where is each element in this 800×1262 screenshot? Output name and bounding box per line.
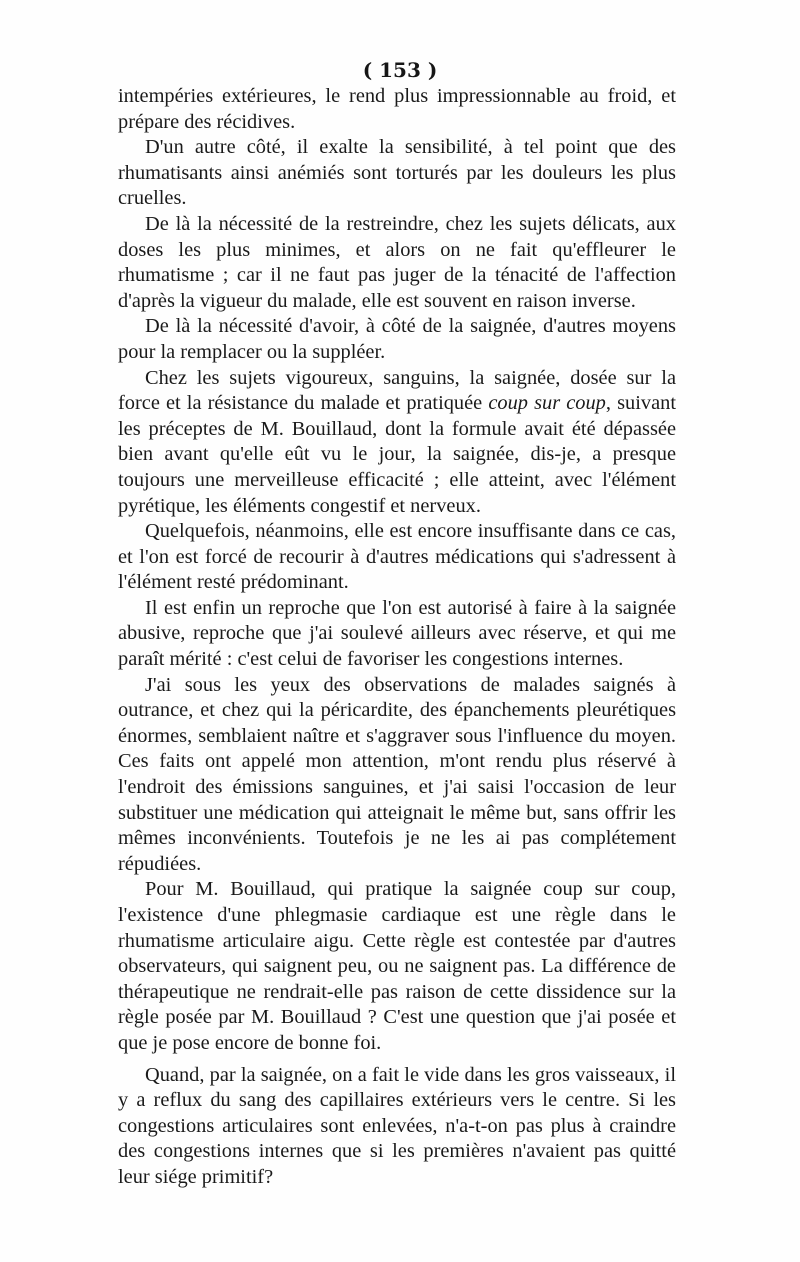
paragraph-part: Chez les sujets vigoureux, sanguins, la saignée, dosée sur la force et la résistance du malade et pratiquée xyxy=(118,366,676,415)
paragraph: Il est enfin un reproche que l'on est autorisé à faire à la saignée abusive, reproche que j'ai soulevé ailleurs avec réserve, et qui me paraît mérité : c'est celui de favoriser les congestions internes. xyxy=(118,596,676,671)
paragraph: D'un autre côté, il exalte la sensibilité, à tel point que des rhumatisants ainsi anémiés sont torturés par les douleurs les plus cruelles. xyxy=(118,136,676,210)
paragraph: De là la nécessité d'avoir, à côté de la saignée, d'autres moyens pour la remplacer ou la suppléer. xyxy=(118,315,676,363)
paragraph: Quelquefois, néanmoins, elle est encore insuffisante dans ce cas, et l'on est forcé de recourir à d'autres médications qui s'adressent à l'élément resté prédominant. xyxy=(118,520,676,594)
italic-phrase: coup sur coup xyxy=(488,392,606,415)
paragraph xyxy=(118,366,676,520)
page-number: ( 153 ) xyxy=(362,58,438,82)
paragraph: Quand, par la saignée, on a fait le vide dans les gros vaisseaux, il y a reflux du sang des capillaires extérieurs vers le centre. Si les congestions articulaires sont enlevées, n'a-t-on pas plus à craindre des congestions internes que si les premières n'avaient pas quitté leur siége primitif? xyxy=(118,1063,676,1188)
paragraph: Pour M. Bouillaud, qui pratique la saignée coup sur coup, l'existence d'une phlegmasie cardiaque est une règle dans le rhumatisme articulaire aigu. Cette règle est contestée par d'autres observateurs, qui saignent peu, ou ne saignent pas. La différence de thérapeutique ne rendrait-elle pas raison de cette dissidence sur la règle posée par M. Bouillaud ? C'est une question que j'ai posée et que je pose encore de bonne foi. xyxy=(118,878,676,1054)
paragraph: intempéries extérieures, le rend plus impressionnable au froid, et prépare des récidives. xyxy=(118,85,676,133)
paragraph: De là la nécessité de la restreindre, chez les sujets délicats, aux doses les plus minimes, et alors on ne fait qu'effleurer le rhumatisme ; car il ne faut pas juger de la ténacité de l'affection d'après la vigueur du malade, elle est souvent en raison inverse. xyxy=(118,212,676,312)
body-text xyxy=(118,84,676,1191)
paragraph: J'ai sous les yeux des observations de malades saignés à outrance, et chez qui la péricardite, des épanchements pleurétiques énormes, semblaient naître et s'aggraver sous l'influence du moyen. Ces faits ont appelé mon attention, m'ont rendu plus réservé à l'endroit des émissions sanguines, et j'ai saisi l'occasion de leur substituer une médication qui atteignait le même but, sans offrir les mêmes inconvénients. Toutefois je ne les ai pas complétement répudiées. xyxy=(118,673,676,875)
paragraph-part: , suivant les préceptes de M. Bouillaud, dont la formule avait été dépassée bien avant qu'elle eût vu le jour, la saignée, dis-je, a presque toujours une merveilleuse efficacité ; elle atteint, avec l'élément pyrétique, les éléments congestif et nerveux. xyxy=(118,392,676,517)
